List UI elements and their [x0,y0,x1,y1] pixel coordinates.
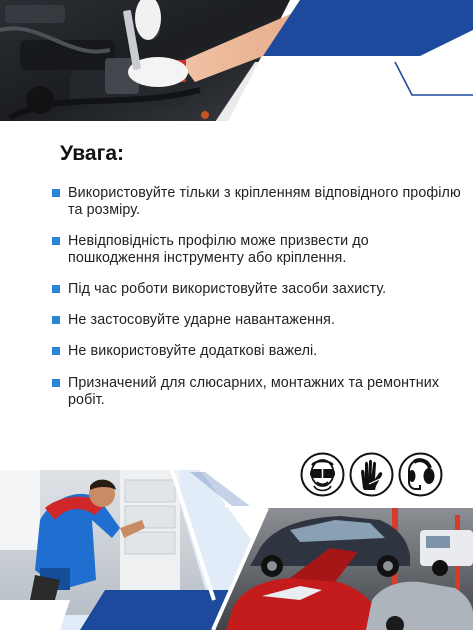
list-item: Призначений для слюсарних, монтажних та ремонтних робіт. [52,375,462,409]
protective-gloves-icon [349,452,394,497]
list-item: Невідповідність профілю може призвести до пошкодження інструменту або кріплення. [52,233,462,267]
list-item: Використовуйте тільки з кріпленням відповідного профілю та розміру. [52,185,462,219]
list-item: Не застосовуйте ударне навантаження. [52,312,462,329]
page-title: Увага: [60,142,124,165]
list-item: Не використовуйте додаткові важелі. [52,343,462,360]
ear-protection-icon [398,452,443,497]
list-item: Під час роботи використовуйте засоби захисту. [52,281,462,298]
safety-icons [300,452,445,498]
safety-goggles-icon [300,452,345,497]
